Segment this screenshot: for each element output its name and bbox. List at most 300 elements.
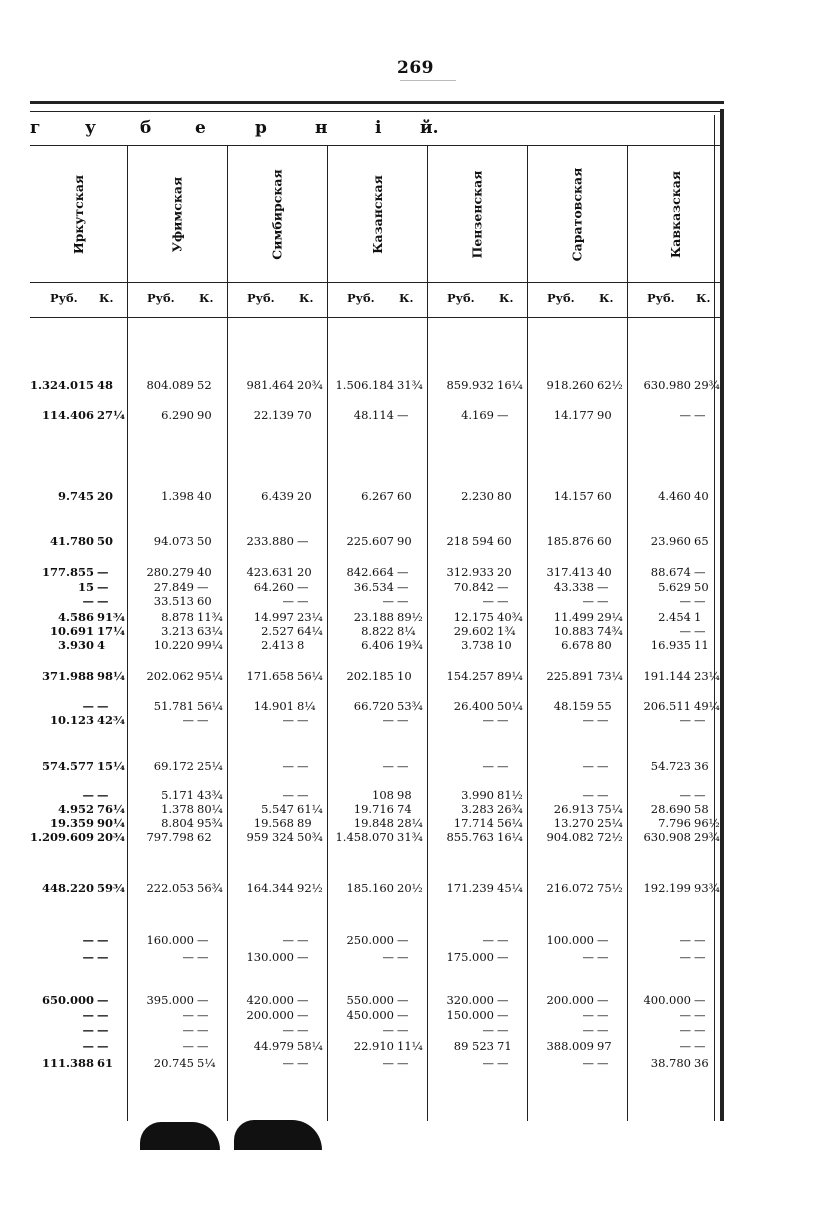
cell-rub: 10.883 — [553, 624, 594, 638]
cell-kop: — — [97, 1023, 109, 1037]
page-number-rule — [400, 80, 456, 81]
cell-rub: 1.209.609 — [30, 830, 95, 844]
cell-rub: 388.009 — [546, 1039, 594, 1053]
cell-kop: 60 — [497, 534, 512, 548]
cell-kop: 75½ — [597, 881, 623, 895]
unit-kop-label: К. — [696, 291, 711, 305]
cell-kop: — — [694, 1023, 706, 1037]
cell-rub: 804.089 — [146, 378, 194, 392]
cell-rub: 171.239 — [446, 881, 494, 895]
cell-kop: 97 — [597, 1039, 612, 1053]
cell-rub: 14.177 — [553, 408, 594, 422]
cell-kop: 29¾ — [694, 378, 720, 392]
cell-kop: 28¼ — [397, 816, 423, 830]
cell-kop: 90 — [197, 408, 212, 422]
cell-kop: 71 — [497, 1039, 512, 1053]
cell-rub: 160.000 — [146, 933, 194, 947]
cell-kop: 80 — [497, 489, 512, 503]
cell-rub: 216.072 — [546, 881, 594, 895]
cell-rub: — — [582, 950, 594, 964]
cell-kop: 29¾ — [694, 830, 720, 844]
cell-rub: 192.199 — [643, 881, 691, 895]
cell-kop: — — [397, 565, 409, 579]
cell-kop: 90 — [597, 408, 612, 422]
cell-kop: 25¼ — [197, 759, 223, 773]
cell-rub: 16.935 — [650, 638, 691, 652]
cell-rub: — — [482, 713, 494, 727]
cell-rub: — — [82, 950, 94, 964]
cell-rub: — — [679, 933, 691, 947]
cell-kop: — — [197, 713, 209, 727]
cell-kop: — — [497, 1008, 509, 1022]
cell-kop: — — [597, 788, 609, 802]
cell-kop: 56¼ — [497, 816, 523, 830]
cell-kop: 76¼ — [97, 802, 125, 816]
cell-rub: 630.908 — [643, 830, 691, 844]
cell-kop: — — [397, 1023, 409, 1037]
cell-rub: 6.406 — [361, 638, 394, 652]
cell-kop: 50¼ — [497, 699, 523, 713]
column-header-label: Иркутская — [70, 174, 86, 255]
cell-kop: — — [397, 933, 409, 947]
cell-kop: — — [497, 1056, 509, 1070]
cell-rub: 28.690 — [650, 802, 691, 816]
cell-kop: — — [97, 993, 109, 1007]
cell-kop: 23¼ — [297, 610, 323, 624]
cell-kop: — — [297, 1008, 309, 1022]
cell-kop: 5¼ — [197, 1056, 216, 1070]
cell-rub: 2.454 — [658, 610, 691, 624]
cell-rub: 38.780 — [650, 1056, 691, 1070]
cell-rub: 225.891 — [546, 669, 594, 683]
column-header-label: Симбирская — [269, 169, 285, 260]
cell-rub: 43.338 — [553, 580, 594, 594]
column-header-label: Уфимская — [169, 176, 185, 253]
cell-kop: 50 — [694, 580, 709, 594]
cell-kop: — — [694, 624, 706, 638]
header-bottom-rule — [30, 282, 724, 283]
unit-bottom-rule — [30, 317, 724, 318]
cell-kop: 61¼ — [297, 802, 323, 816]
column-header-label: Кавказская — [667, 170, 683, 259]
cell-kop: 60 — [597, 534, 612, 548]
cell-kop: 59¾ — [97, 881, 125, 895]
cell-rub: 6.678 — [561, 638, 594, 652]
unit-kop-label: К. — [99, 291, 114, 305]
banner-gubernii — [30, 115, 724, 145]
cell-rub: — — [82, 788, 94, 802]
cell-rub: 23.188 — [353, 610, 394, 624]
cell-rub: 6.267 — [361, 489, 394, 503]
cell-rub: 1.324.015 — [30, 378, 95, 392]
unit-kop-label: К. — [599, 291, 614, 305]
cell-rub: 918.260 — [546, 378, 594, 392]
cell-kop: 36 — [694, 759, 709, 773]
cell-rub: — — [282, 1056, 294, 1070]
cell-kop: 62 — [197, 830, 212, 844]
cell-rub: — — [282, 594, 294, 608]
cell-kop: — — [97, 950, 109, 964]
cell-rub: 66.720 — [353, 699, 394, 713]
cell-kop: — — [597, 759, 609, 773]
cell-kop: — — [694, 993, 706, 1007]
cell-kop: 70 — [297, 408, 312, 422]
cell-kop: — — [694, 408, 706, 422]
cell-rub: 41.780 — [49, 534, 94, 548]
cell-kop: — — [694, 565, 706, 579]
cell-rub: — — [582, 594, 594, 608]
cell-rub: — — [482, 594, 494, 608]
cell-kop: — — [497, 759, 509, 773]
cell-rub: 250.000 — [346, 933, 394, 947]
cell-rub: — — [679, 1008, 691, 1022]
cell-rub: 14.997 — [253, 610, 294, 624]
data-table — [30, 101, 724, 1121]
cell-rub: — — [582, 713, 594, 727]
cell-rub: 395.000 — [146, 993, 194, 1007]
cell-kop: 20 — [97, 489, 114, 503]
cell-rub: — — [82, 1039, 94, 1053]
cell-rub: — — [382, 1023, 394, 1037]
cell-kop: — — [297, 1023, 309, 1037]
column-header — [327, 147, 427, 282]
cell-rub: — — [282, 759, 294, 773]
cell-kop: 90¼ — [97, 816, 125, 830]
cell-kop: — — [694, 933, 706, 947]
cell-kop: 61 — [97, 1056, 114, 1070]
cell-rub: 8.822 — [361, 624, 394, 638]
cell-rub: 114.406 — [41, 408, 94, 422]
column-header — [227, 147, 327, 282]
cell-kop: — — [597, 1008, 609, 1022]
cell-rub: 420.000 — [246, 993, 294, 1007]
cell-kop: 26¾ — [497, 802, 523, 816]
cell-kop: 89½ — [397, 610, 423, 624]
unit-kop-label: К. — [399, 291, 414, 305]
cell-kop: — — [197, 580, 209, 594]
column-header — [627, 147, 724, 282]
cell-kop: 11¼ — [397, 1039, 423, 1053]
cell-kop: 62½ — [597, 378, 623, 392]
cell-kop: 11 — [694, 638, 709, 652]
cell-rub: — — [182, 1008, 194, 1022]
cell-kop: — — [497, 1023, 509, 1037]
cell-kop: — — [694, 1008, 706, 1022]
cell-rub: 88.674 — [650, 565, 691, 579]
cell-kop: 49¼ — [694, 699, 720, 713]
column-header — [30, 147, 127, 282]
cell-kop: — — [497, 580, 509, 594]
cell-kop: 36 — [694, 1056, 709, 1070]
cell-kop: — — [397, 950, 409, 964]
cell-rub: 177.855 — [41, 565, 94, 579]
cell-rub: 202.062 — [146, 669, 194, 683]
cell-rub: — — [679, 1039, 691, 1053]
cell-kop: 74 — [397, 802, 412, 816]
cell-kop: 8¼ — [397, 624, 416, 638]
unit-rub-label: Руб. — [547, 291, 575, 305]
cell-rub: 36.534 — [353, 580, 394, 594]
cell-rub: 5.171 — [161, 788, 194, 802]
cell-rub: 630.980 — [643, 378, 691, 392]
cell-rub: 9.745 — [57, 489, 94, 503]
cell-kop: — — [97, 565, 109, 579]
banner-letter: р — [255, 118, 267, 138]
cell-kop: — — [297, 759, 309, 773]
cell-rub: — — [679, 788, 691, 802]
cell-kop: 23¼ — [694, 669, 720, 683]
cell-kop: 20 — [297, 565, 312, 579]
cell-kop: 52 — [197, 378, 212, 392]
cell-rub: 650.000 — [41, 993, 94, 1007]
cell-rub: 1.458.070 — [335, 830, 394, 844]
cell-kop: 40 — [197, 565, 212, 579]
cell-kop: 92½ — [297, 881, 323, 895]
cell-rub: — — [382, 950, 394, 964]
cell-rub: 8.804 — [161, 816, 194, 830]
cell-kop: 55 — [597, 699, 612, 713]
cell-kop: 74¾ — [597, 624, 623, 638]
cell-kop: 20¾ — [97, 830, 125, 844]
cell-kop: — — [97, 788, 109, 802]
cell-rub: 3.930 — [57, 638, 94, 652]
cell-kop: 73¼ — [597, 669, 623, 683]
cell-rub: 26.913 — [553, 802, 594, 816]
cell-rub: 54.723 — [650, 759, 691, 773]
cell-kop: 53¾ — [397, 699, 423, 713]
cell-rub: 959 324 — [246, 830, 294, 844]
cell-kop: 8¼ — [297, 699, 316, 713]
cell-rub: — — [182, 950, 194, 964]
banner-letter: г — [30, 118, 41, 138]
cell-kop: 17¼ — [97, 624, 125, 638]
cell-kop: 20 — [497, 565, 512, 579]
cell-kop: 20½ — [397, 881, 423, 895]
cell-rub: — — [482, 933, 494, 947]
cell-rub: 2.413 — [261, 638, 294, 652]
cell-rub: 70.842 — [453, 580, 494, 594]
cell-kop: 25¼ — [597, 816, 623, 830]
cell-kop: — — [497, 933, 509, 947]
cell-kop: — — [297, 993, 309, 1007]
cell-kop: — — [497, 713, 509, 727]
cell-rub: 200.000 — [246, 1008, 294, 1022]
cell-rub: 797.798 — [146, 830, 194, 844]
column-header-label: Саратовская — [569, 167, 585, 262]
cell-rub: 855.763 — [446, 830, 494, 844]
cell-rub: 6.439 — [261, 489, 294, 503]
cell-kop: — — [297, 580, 309, 594]
cell-rub: 111.388 — [41, 1056, 94, 1070]
cell-rub: 4.169 — [461, 408, 494, 422]
cell-rub: 218 594 — [446, 534, 494, 548]
cell-rub: 3.283 — [461, 802, 494, 816]
cell-rub: 312.933 — [446, 565, 494, 579]
cell-kop: 65 — [694, 534, 709, 548]
cell-kop: — — [197, 1039, 209, 1053]
cell-rub: 13.270 — [553, 816, 594, 830]
cell-rub: 4.586 — [57, 610, 94, 624]
cell-kop: 96½ — [694, 816, 720, 830]
cell-kop: — — [497, 993, 509, 1007]
cell-kop: 50 — [197, 534, 212, 548]
cell-kop: 20¾ — [297, 378, 323, 392]
cell-rub: 64.260 — [253, 580, 294, 594]
cell-rub: 185.876 — [546, 534, 594, 548]
cell-kop: — — [297, 788, 309, 802]
cell-kop: — — [197, 933, 209, 947]
cell-kop: 89¼ — [497, 669, 523, 683]
banner-letter: у — [85, 118, 96, 138]
cell-rub: 14.157 — [553, 489, 594, 503]
banner-letter: і — [375, 118, 382, 138]
cell-kop: 60 — [197, 594, 212, 608]
cell-rub: 320.000 — [446, 993, 494, 1007]
top-rule — [30, 101, 724, 104]
unit-rub-label: Руб. — [247, 291, 275, 305]
cell-kop: 40¾ — [497, 610, 523, 624]
cell-kop: — — [97, 1008, 109, 1022]
cell-rub: 19.848 — [353, 816, 394, 830]
cell-kop: 31¾ — [397, 830, 423, 844]
cell-rub: 100.000 — [546, 933, 594, 947]
cell-rub: 29.602 — [453, 624, 494, 638]
cell-kop: 16¼ — [497, 830, 523, 844]
cell-rub: 48.114 — [353, 408, 394, 422]
cell-rub: 17.714 — [453, 816, 494, 830]
cell-kop: 91¾ — [97, 610, 125, 624]
cell-kop: 93¾ — [694, 881, 720, 895]
cell-kop: 50¾ — [297, 830, 323, 844]
cell-rub: 69.172 — [153, 759, 194, 773]
cell-kop: — — [197, 950, 209, 964]
cell-rub: 200.000 — [546, 993, 594, 1007]
cell-kop: 20 — [297, 489, 312, 503]
cell-rub: — — [482, 759, 494, 773]
cell-rub: 7.796 — [658, 816, 691, 830]
cell-rub: 317.413 — [546, 565, 594, 579]
cell-rub: — — [282, 933, 294, 947]
cell-rub: 3.213 — [161, 624, 194, 638]
cell-rub: — — [382, 594, 394, 608]
cell-rub: 154.257 — [446, 669, 494, 683]
cell-rub: — — [679, 408, 691, 422]
cell-kop: — — [397, 1008, 409, 1022]
cell-kop: 80 — [597, 638, 612, 652]
cell-kop: 1 — [694, 610, 702, 624]
cell-rub: 27.849 — [153, 580, 194, 594]
unit-rub-label: Руб. — [147, 291, 175, 305]
cell-kop: 42¾ — [97, 713, 125, 727]
cell-kop: 56¾ — [197, 881, 223, 895]
cell-kop: — — [497, 408, 509, 422]
unit-kop-label: К. — [499, 291, 514, 305]
cell-kop: — — [97, 699, 109, 713]
banner-letter: й. — [420, 118, 439, 138]
cell-rub: 423.631 — [246, 565, 294, 579]
cell-kop: — — [694, 1039, 706, 1053]
cell-kop: 95¼ — [197, 669, 223, 683]
cell-rub: 8.878 — [161, 610, 194, 624]
cell-kop: 10 — [497, 638, 512, 652]
cell-rub: 1.506.184 — [335, 378, 394, 392]
cell-rub: 225.607 — [346, 534, 394, 548]
cell-kop: 80¼ — [197, 802, 223, 816]
cell-kop: 75¼ — [597, 802, 623, 816]
cell-kop: — — [97, 580, 109, 594]
cell-kop: 40 — [597, 565, 612, 579]
cell-rub: — — [679, 624, 691, 638]
cell-kop: 15¼ — [97, 759, 125, 773]
cell-rub: 22.910 — [353, 1039, 394, 1053]
cell-kop: — — [397, 1056, 409, 1070]
cell-kop: — — [597, 580, 609, 594]
cell-rub: 185.160 — [346, 881, 394, 895]
cell-rub: — — [679, 1023, 691, 1037]
cell-rub: 400.000 — [643, 993, 691, 1007]
cell-rub: — — [679, 594, 691, 608]
cell-kop: — — [297, 594, 309, 608]
cell-kop: — — [597, 950, 609, 964]
cell-rub: — — [679, 713, 691, 727]
cell-rub: 1.398 — [161, 489, 194, 503]
cell-rub: — — [582, 1056, 594, 1070]
cell-kop: — — [397, 993, 409, 1007]
cell-kop: 43¾ — [197, 788, 223, 802]
cell-rub: 4.460 — [658, 489, 691, 503]
cell-rub: — — [382, 1056, 394, 1070]
cell-kop: 8 — [297, 638, 305, 652]
cell-rub: 448.220 — [41, 881, 94, 895]
cell-kop: 29¼ — [597, 610, 623, 624]
cell-rub: 12.175 — [453, 610, 494, 624]
cell-rub: — — [582, 1008, 594, 1022]
cell-kop: — — [297, 713, 309, 727]
cell-rub: 904.082 — [546, 830, 594, 844]
cell-rub: 6.290 — [161, 408, 194, 422]
cell-rub: — — [282, 1023, 294, 1037]
cell-rub: 20.745 — [153, 1056, 194, 1070]
cell-kop: 31¾ — [397, 378, 423, 392]
cell-kop: 50 — [97, 534, 114, 548]
cell-kop: 58¼ — [297, 1039, 323, 1053]
cell-rub: 233.880 — [246, 534, 294, 548]
cell-rub: 2.527 — [261, 624, 294, 638]
cell-kop: 10 — [397, 669, 412, 683]
cell-rub: 19.716 — [353, 802, 394, 816]
cell-rub: 2.230 — [461, 489, 494, 503]
cell-rub: — — [679, 950, 691, 964]
cell-rub: 5.629 — [658, 580, 691, 594]
cell-kop: — — [397, 580, 409, 594]
cell-kop: — — [497, 594, 509, 608]
cell-rub: — — [282, 788, 294, 802]
cell-rub: — — [82, 933, 94, 947]
cell-kop: 56¼ — [297, 669, 323, 683]
cell-rub: 191.144 — [643, 669, 691, 683]
cell-kop: — — [597, 1023, 609, 1037]
cell-rub: — — [382, 713, 394, 727]
cell-kop: — — [694, 950, 706, 964]
cell-kop: — — [597, 594, 609, 608]
cell-rub: 11.499 — [553, 610, 594, 624]
cell-rub: 1.378 — [161, 802, 194, 816]
cell-kop: — — [297, 933, 309, 947]
top-rule-inner — [30, 111, 724, 112]
cell-kop: — — [97, 1039, 109, 1053]
cell-kop: 27¼ — [97, 408, 125, 422]
cell-kop: — — [197, 1023, 209, 1037]
